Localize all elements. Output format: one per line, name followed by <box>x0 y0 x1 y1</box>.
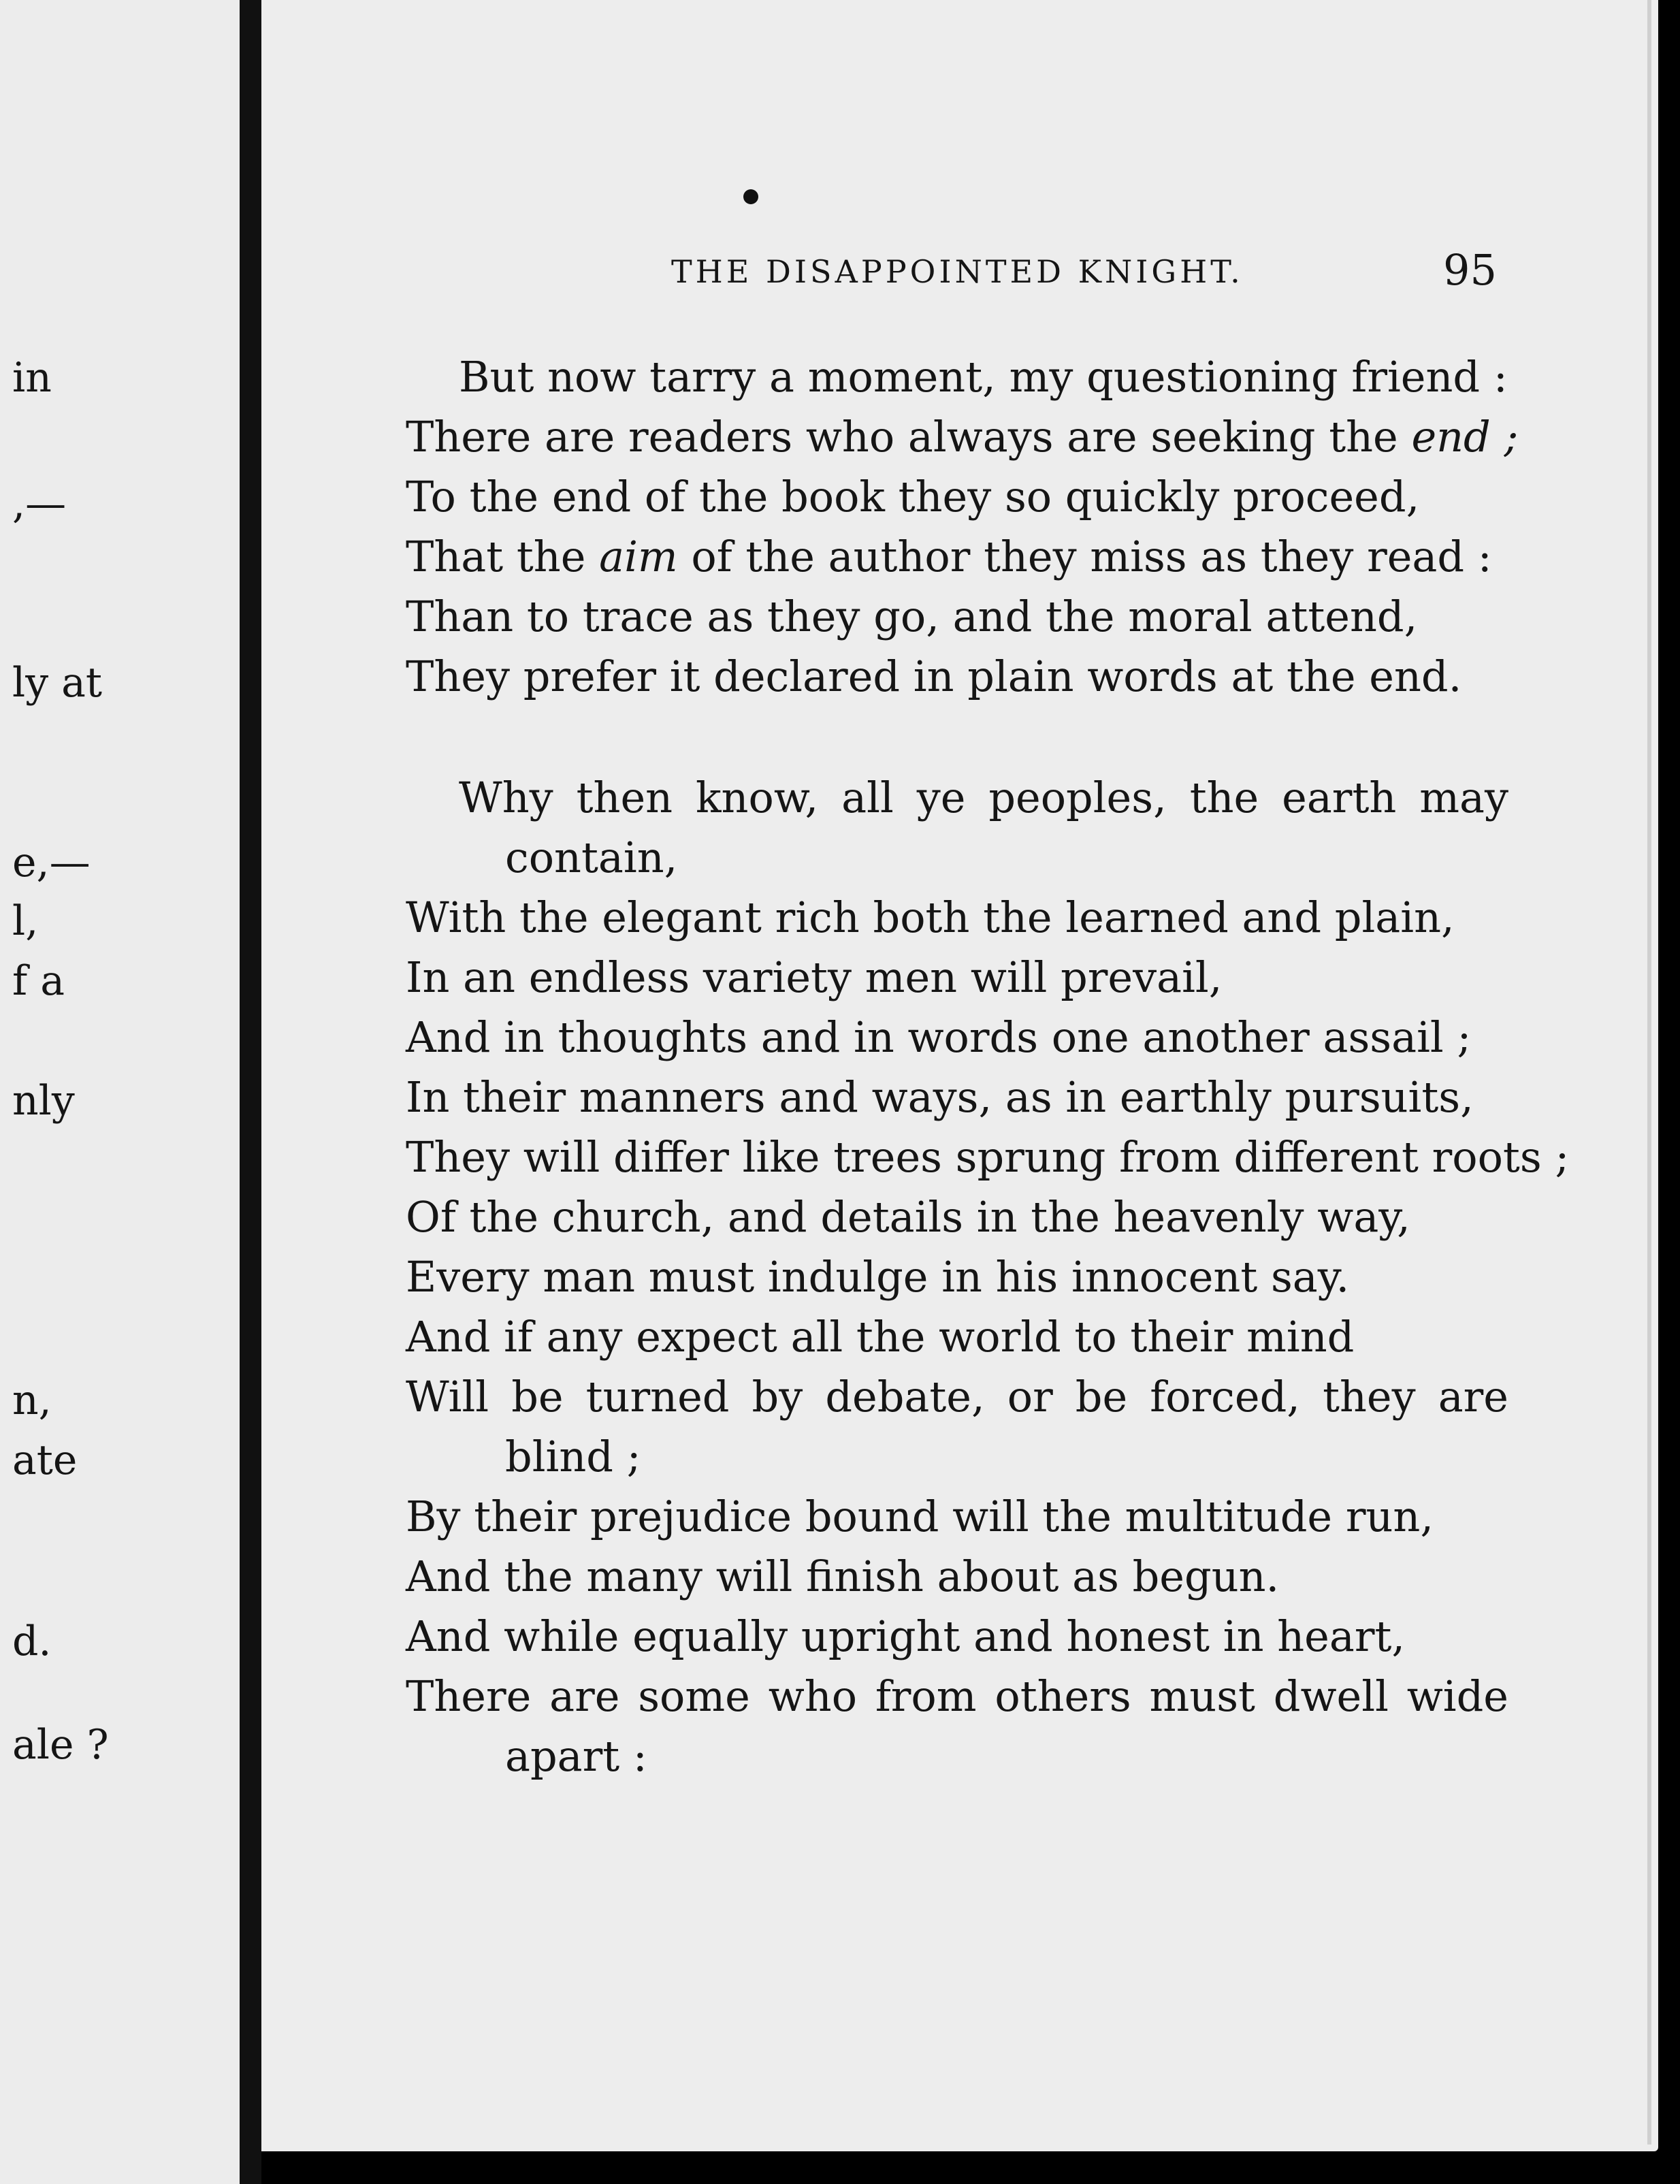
poem-line: With the elegant rich both the learned and plain, <box>406 893 1455 942</box>
poem-line: They will differ like trees sprung from different roots ; <box>406 1132 1570 1182</box>
bottom-edge <box>261 2151 1680 2184</box>
left-fragment: ly at <box>12 659 103 707</box>
poem-line <box>406 407 1519 467</box>
poem-line-text: That the <box>406 532 600 581</box>
poem <box>406 347 1570 1786</box>
left-fragment: nly <box>12 1077 75 1125</box>
left-fragment: ate <box>12 1436 78 1484</box>
poem-line: They prefer it declared in plain words at the end. <box>406 652 1462 701</box>
poem-line: To the end of the book they so quickly proceed, <box>406 472 1420 521</box>
poem-line: Every man must indulge in his innocent say. <box>406 1252 1350 1302</box>
left-fragment: ,— <box>12 480 67 528</box>
poem-line-italic: end ; <box>1411 412 1519 462</box>
book-gutter <box>240 0 261 2184</box>
poem-line: Will be turned by debate, or be forced, they are <box>406 1372 1508 1422</box>
running-title: THE DISAPPOINTED KNIGHT. <box>671 253 1244 290</box>
poem-line: And the many will finish about as begun. <box>406 1552 1280 1601</box>
left-fragment: in <box>12 354 52 402</box>
poem-line: And in thoughts and in words one another assail ; <box>406 1012 1472 1062</box>
poem-line: And while equally upright and honest in heart, <box>406 1611 1406 1661</box>
ink-dot <box>743 189 758 204</box>
left-fragment: ale ? <box>12 1721 109 1769</box>
page-edge <box>1658 0 1680 2184</box>
poem-line: But now tarry a moment, my questioning friend : <box>459 352 1508 402</box>
poem-line: Than to trace as they go, and the moral attend, <box>406 592 1418 641</box>
left-fragment: n, <box>12 1377 52 1424</box>
poem-line-continuation: contain, <box>505 833 678 882</box>
poem-line: Of the church, and details in the heavenly way, <box>406 1192 1410 1242</box>
poem-line: And if any expect all the world to their mind <box>406 1312 1355 1362</box>
stanza-1 <box>406 347 1519 707</box>
left-fragment: e,— <box>12 839 91 886</box>
poem-line: By their prejudice bound will the multitude run, <box>406 1492 1434 1541</box>
left-facing-page <box>0 0 240 2184</box>
poem-line-text: There are readers who always are seeking the <box>406 412 1412 462</box>
poem-line <box>406 527 1508 587</box>
poem-line-continuation: apart : <box>505 1731 647 1781</box>
poem-line: In an endless variety men will prevail, <box>406 952 1223 1002</box>
page-edge-line <box>1647 0 1651 2145</box>
poem-line-continuation: blind ; <box>505 1432 641 1481</box>
stanza-2 <box>406 768 1570 1786</box>
left-fragment: f a <box>12 957 65 1005</box>
poem-line: There are some who from others must dwell wide <box>406 1671 1508 1721</box>
left-fragment: d. <box>12 1618 52 1665</box>
poem-line-text: of the author they miss as they read : <box>677 532 1492 581</box>
left-fragment: l, <box>12 897 39 945</box>
page-number: 95 <box>1443 245 1497 295</box>
poem-line: Why then know, all ye peoples, the earth may <box>459 773 1508 822</box>
poem-line: In their manners and ways, as in earthly pursuits, <box>406 1072 1474 1122</box>
poem-line-italic: aim <box>599 532 678 581</box>
